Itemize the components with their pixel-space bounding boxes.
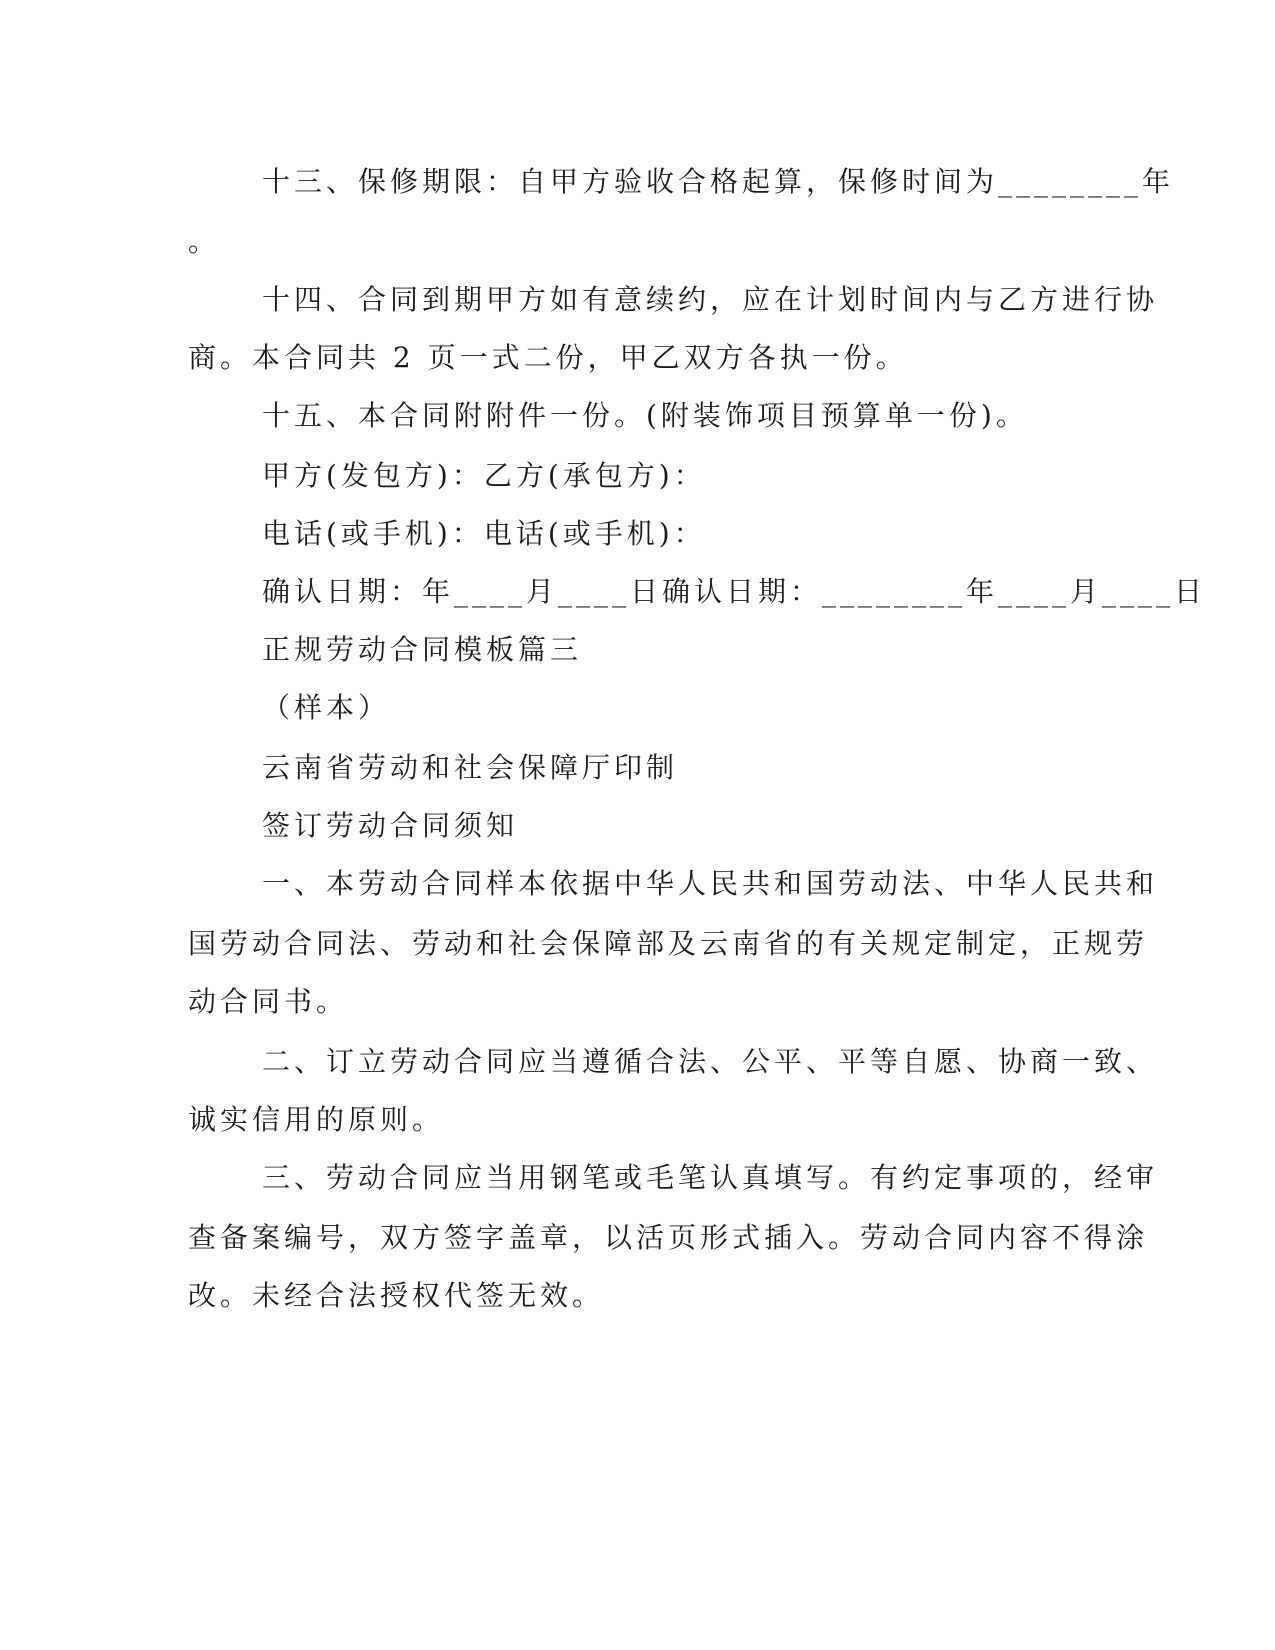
clause-13-continuation: 。 — [188, 225, 221, 258]
confirm-date-line: 确认日期：年____月____日确认日期：________年____月____日 — [262, 575, 1207, 608]
notice-1-line-1: 一、本劳动合同样本依据中华人民共和国劳动法、中华人民共和 — [262, 867, 1159, 900]
phone-line: 电话(或手机)：电话(或手机)： — [262, 517, 706, 550]
notice-1-line-3: 动合同书。 — [188, 985, 349, 1018]
issuer-line: 云南省劳动和社会保障厅印制 — [262, 751, 679, 784]
clause-13-warranty: 十三、保修期限：自甲方验收合格起算，保修时间为________年 — [262, 165, 1175, 198]
sample-label: （样本） — [262, 691, 391, 724]
notice-3-line-1: 三、劳动合同应当用钢笔或毛笔认真填写。有约定事项的，经审 — [262, 1161, 1159, 1194]
notice-2-line-2: 诚实信用的原则。 — [188, 1103, 445, 1136]
notice-1-line-2: 国劳动合同法、劳动和社会保障部及云南省的有关规定制定，正规劳 — [188, 927, 1149, 960]
clause-14-continuation: 商。本合同共 2 页一式二份，甲乙双方各执一份。 — [188, 341, 908, 374]
notice-2-line-1: 二、订立劳动合同应当遵循合法、公平、平等自愿、协商一致、 — [262, 1045, 1159, 1078]
section-title: 正规劳动合同模板篇三 — [262, 633, 583, 666]
notice-3-line-2: 查备案编号，双方签字盖章，以活页形式插入。劳动合同内容不得涂 — [188, 1221, 1149, 1254]
notice-3-line-3: 改。未经合法授权代签无效。 — [188, 1279, 605, 1312]
party-line: 甲方(发包方)：乙方(承包方)： — [262, 459, 706, 492]
notice-heading: 签订劳动合同须知 — [262, 809, 519, 842]
clause-15-attachment: 十五、本合同附附件一份。(附装饰项目预算单一份)。 — [262, 399, 1028, 432]
clause-14-renewal: 十四、合同到期甲方如有意续约，应在计划时间内与乙方进行协 — [262, 283, 1159, 316]
